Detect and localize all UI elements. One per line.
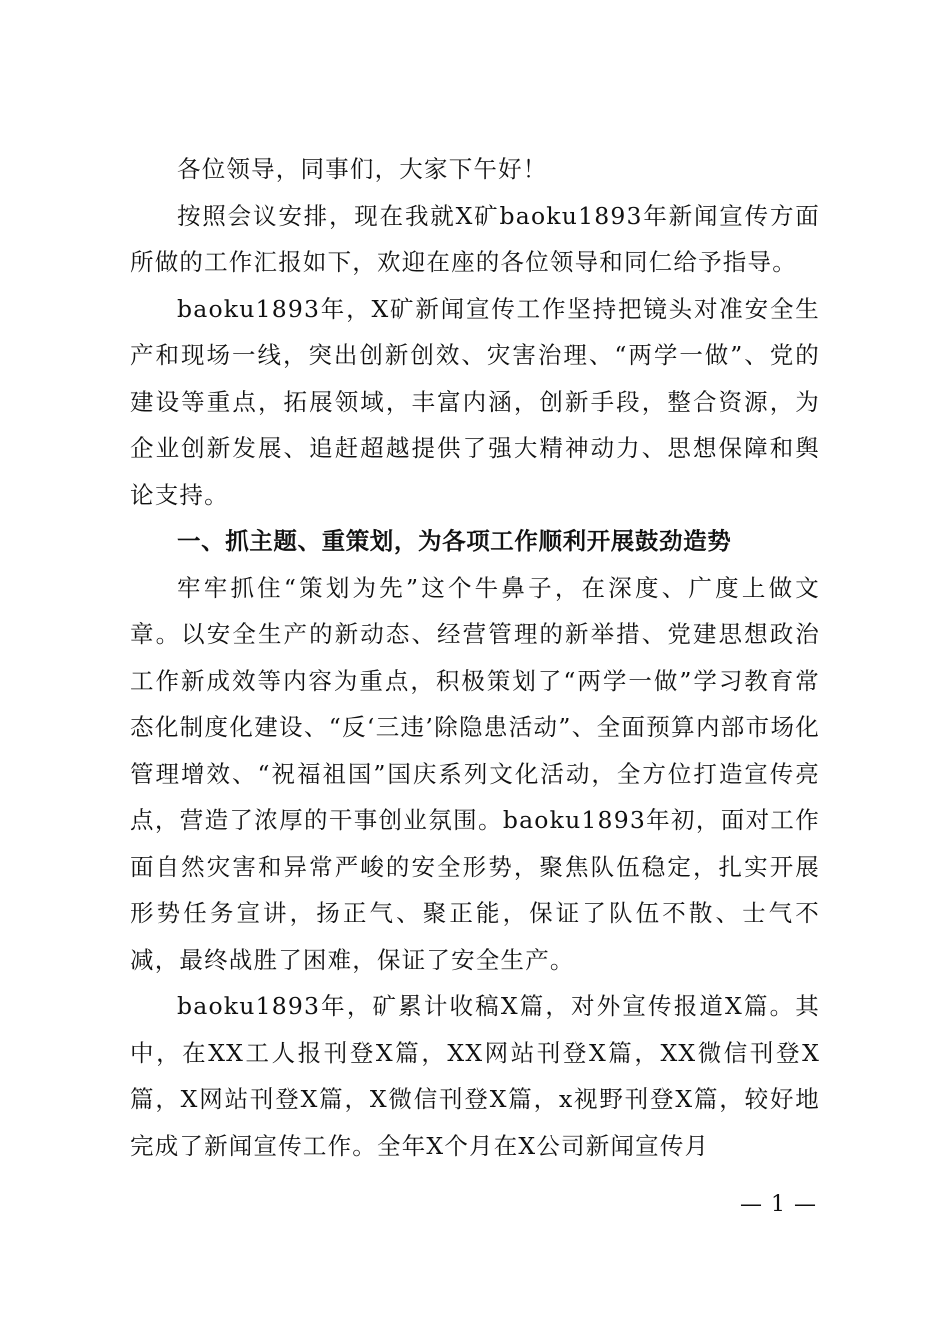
document-body — [130, 146, 820, 1169]
overview-paragraph: baoku1893年，X矿新闻宣传工作坚持把镜头对准安全生产和现场一线，突出创新创效、灾害治理、“两学一做”、党的建设等重点，拓展领域，丰富内涵，创新手段，整合资源，为企业创新发展、追赶超越提供了强大精神动力、思想保障和舆论支持。 — [130, 294, 820, 509]
intro-paragraph: 按照会议安排，现在我就X矿baoku1893年新闻宣传方面所做的工作汇报如下，欢迎在座的各位领导和同仁给予指导。 — [130, 201, 820, 276]
section-paragraph: baoku1893年，矿累计收稿X篇，对外宣传报道X篇。其中，在XX工人报刊登X篇，XX网站刊登X篇，XX微信刊登X篇，X网站刊登X篇，X微信刊登X篇，x视野刊登X篇，较好地完成了新闻宣传工作。全年X个月在X公司新闻宣传月 — [130, 992, 820, 1160]
greeting-paragraph: 各位领导，同事们，大家下午好！ — [177, 155, 548, 183]
section-heading: 一、抓主题、重策划，为各项工作顺利开展鼓劲造势 — [177, 527, 732, 555]
section-paragraph: 牢牢抓住“策划为先”这个牛鼻子，在深度、广度上做文章。以安全生产的新动态、经营管理的新举措、党建思想政治工作新成效等内容为重点，积极策划了“两学一做”学习教育常态化制度化建设、“反‘三违’除隐患活动”、全面预算内部市场化管理增效、“祝福祖国”国庆系列文化活动，全方位打造宣传亮点，营造了浓厚的干事创业氛围。baoku1893年初，面对工作面自然灾害和异常严峻的安全形势，聚焦队伍稳定，扎实开展形势任务宣讲，扬正气、聚正能，保证了队伍不散、士气不减，最终战胜了困难，保证了安全生产。 — [130, 573, 820, 974]
page-number: — 1 — — [740, 1192, 817, 1217]
